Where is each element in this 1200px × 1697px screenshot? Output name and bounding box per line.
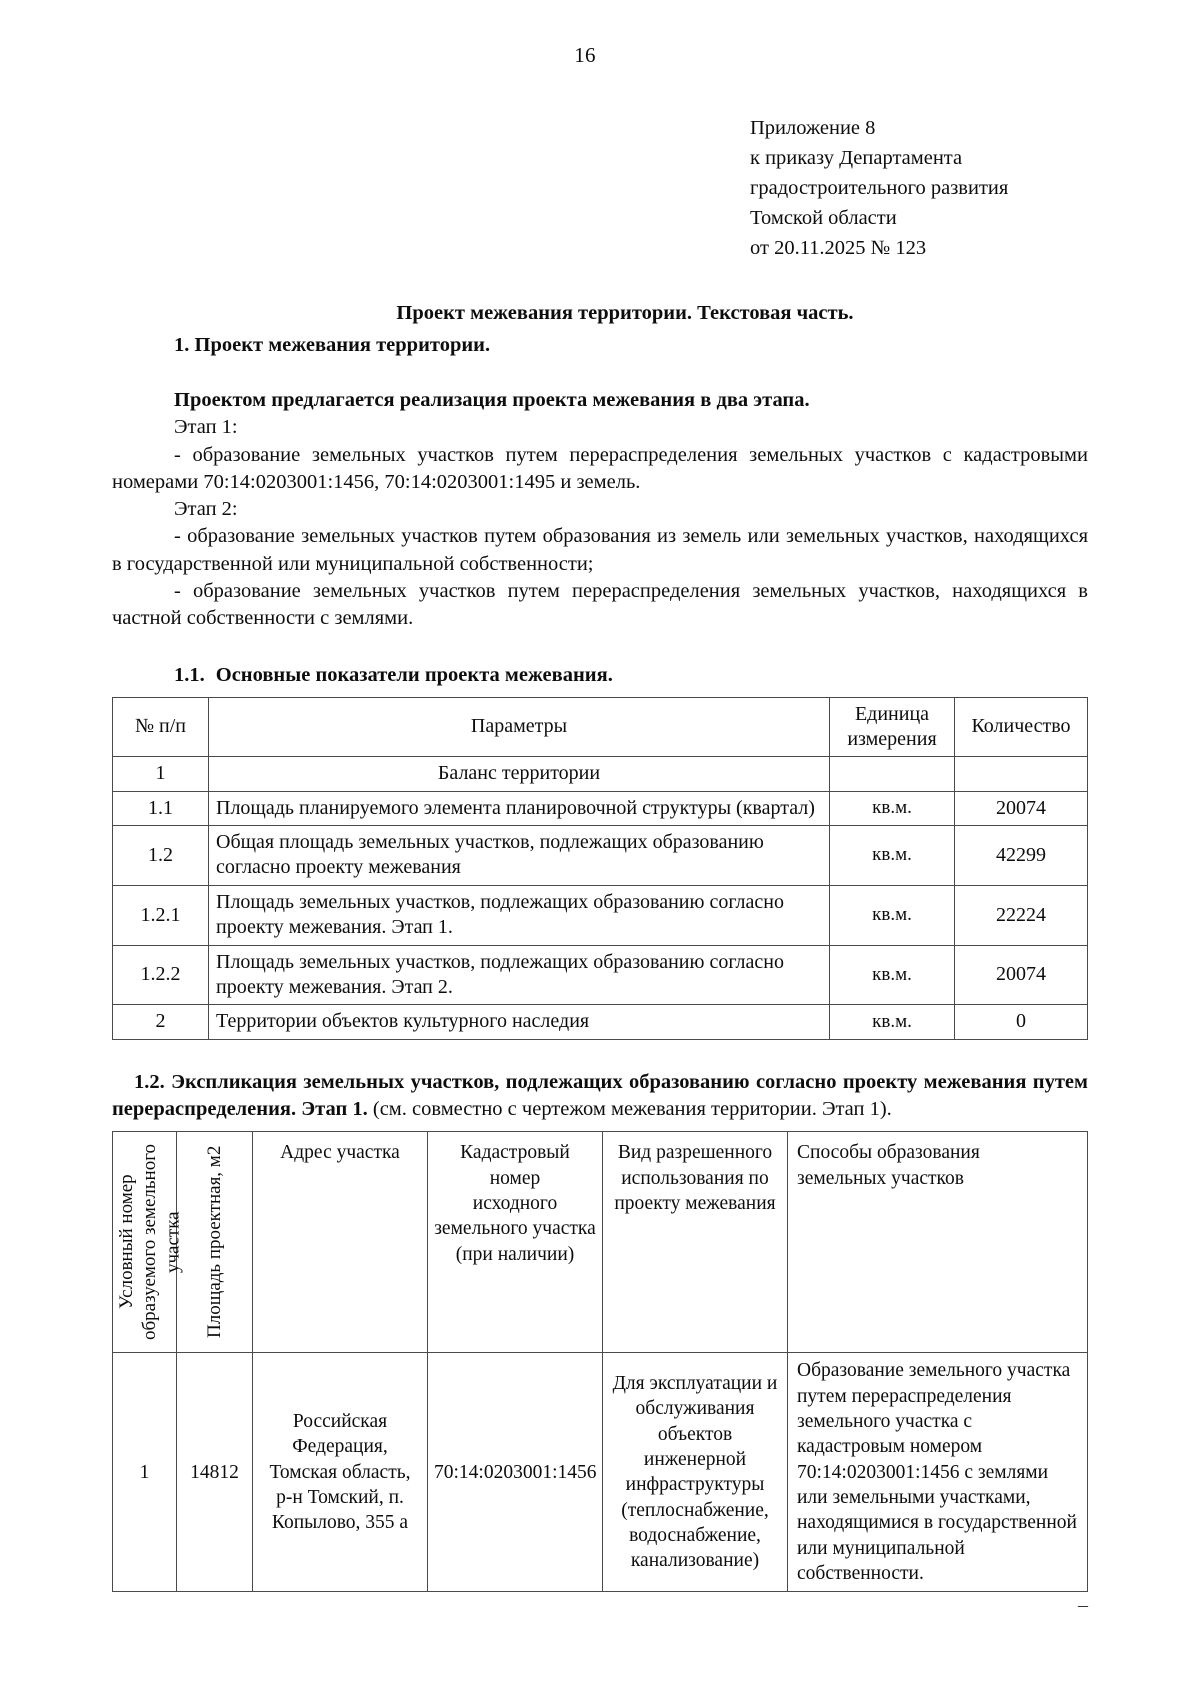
page-number: 16 xyxy=(574,43,596,67)
main-indicators-table xyxy=(112,697,1088,1040)
row-no: 1.1 xyxy=(113,791,209,825)
subsection-1-1-title: Основные показатели проекта межевания. xyxy=(215,664,613,687)
footer-mark: – xyxy=(1078,1594,1088,1617)
column-header-project-area xyxy=(177,1132,253,1353)
table-row xyxy=(113,791,1088,825)
appendix-line-1: Приложение 8 xyxy=(750,116,876,139)
column-header-permitted-use-line3: проекту межевания xyxy=(614,1193,776,1215)
column-header-address: Адрес участка xyxy=(253,1132,428,1353)
section-1-title: 1. Проект межевания территории. xyxy=(174,333,491,356)
table-row xyxy=(113,757,1088,791)
explication-data-row xyxy=(113,1353,1088,1592)
column-header-cadastral-line2: исходного xyxy=(472,1193,558,1215)
plot-cadastral-number: 70:14:0203001:1456 xyxy=(428,1353,603,1592)
row-unit: кв.м. xyxy=(830,945,955,1005)
row-no: 2 xyxy=(113,1005,209,1039)
column-header-formation-line1: Способы образования xyxy=(797,1142,980,1164)
row-quantity xyxy=(955,757,1088,791)
document-title: Проект межевания территории. Текстовая часть. xyxy=(396,301,854,324)
column-header-quantity: Количество xyxy=(955,697,1088,757)
plot-permitted-use: Для эксплуатации и обслуживания объектов инженерной инфраструктуры (теплоснабжение, водоснабжение, канализование) xyxy=(603,1353,788,1592)
column-header-parameters: Параметры xyxy=(209,697,830,757)
row-no: 1.2 xyxy=(113,826,209,886)
column-header-permitted-use-line1: Вид разрешенного xyxy=(617,1142,773,1164)
stage-1-label: Этап 1: xyxy=(174,416,238,439)
explication-header-row xyxy=(113,1132,1088,1353)
row-parameter: Площадь земельных участков, подлежащих образованию согласно проекту межевания. Этап 2. xyxy=(209,945,830,1005)
column-header-permitted-use-line2: использования по xyxy=(621,1167,769,1189)
appendix-line-4: Томской области xyxy=(750,206,897,229)
plot-area: 14812 xyxy=(177,1353,253,1592)
column-header-formation-method xyxy=(788,1132,1088,1353)
appendix-reference-block xyxy=(750,114,1088,264)
explication-table xyxy=(112,1131,1088,1592)
row-quantity: 0 xyxy=(955,1005,1088,1039)
appendix-line-3: градостроительного развития xyxy=(750,176,1009,199)
plot-address: Российская Федерация, Томская область, р-н Томский, п. Копылово, 355 а xyxy=(253,1353,428,1592)
row-parameter: Территории объектов культурного наследия xyxy=(209,1005,830,1039)
table-row xyxy=(113,885,1088,945)
row-no: 1 xyxy=(113,757,209,791)
row-parameter: Общая площадь земельных участков, подлежащих образованию согласно проекту межевания xyxy=(209,826,830,886)
table-row xyxy=(113,945,1088,1005)
subsection-1-2-heading-note: (см. совместно с чертежом межевания территории. Этап 1). xyxy=(372,1098,892,1121)
stage-1-text: - образование земельных участков путем перераспределения земельных участков с кадастровыми номерами 70:14:0203001:1456, 70:14:0203001:1495 и земель. xyxy=(112,443,1088,493)
appendix-line-2: к приказу Департамента xyxy=(750,146,963,169)
subsection-1-2-heading xyxy=(112,1069,1088,1124)
column-header-unit xyxy=(830,697,955,757)
table-row xyxy=(113,826,1088,886)
row-parameter: Площадь планируемого элемента планировочной структуры (квартал) xyxy=(209,791,830,825)
lead-statement: Проектом предлагается реализация проекта межевания в два этапа. xyxy=(174,389,810,412)
row-unit: кв.м. xyxy=(830,1005,955,1039)
stage-2-text-1: - образование земельных участков путем образования из земель или земельных участков, находящихся в государственной или муниципальной собственности; xyxy=(112,525,1088,575)
plot-formation-method: Образование земельного участка путем перераспределения земельного участка с кадастровым номером 70:14:0203001:1456 с землями или земельными участками, находящимися в государственной или муниципальной собственности. xyxy=(788,1353,1088,1592)
subsection-1-2-heading-bold: 1.2. Экспликация земельных участков, подлежащих образованию согласно проекту межевания путем перераспределения. Этап 1. xyxy=(112,1070,1088,1121)
row-no: 1.2.1 xyxy=(113,885,209,945)
column-header-conditional-number xyxy=(113,1132,184,1353)
column-header-cadastral-line3: земельного участка xyxy=(434,1218,596,1240)
row-parameter: Площадь земельных участков, подлежащих образованию согласно проекту межевания. Этап 1. xyxy=(209,885,830,945)
row-unit: кв.м. xyxy=(830,885,955,945)
row-quantity: 42299 xyxy=(955,826,1088,886)
column-header-cadastral-line4: (при наличии) xyxy=(455,1243,575,1265)
column-header-permitted-use xyxy=(603,1132,788,1353)
appendix-line-5: от 20.11.2025 № 123 xyxy=(750,236,927,259)
row-quantity: 20074 xyxy=(955,791,1088,825)
plot-conditional-number: 1 xyxy=(113,1353,177,1592)
row-unit: кв.м. xyxy=(830,791,955,825)
column-header-cadastral-line1: Кадастровый номер xyxy=(460,1142,570,1189)
table-header-row xyxy=(113,697,1088,757)
column-header-no: № п/п xyxy=(113,697,209,757)
column-header-cadastral-number xyxy=(428,1132,603,1353)
subsection-1-1-number: 1.1. xyxy=(174,664,205,687)
column-header-conditional-number-text: Условный номер образуемого земельного участка xyxy=(116,1144,184,1341)
column-header-unit-line2: измерения xyxy=(847,727,937,750)
subsection-1-1-heading xyxy=(112,662,1088,689)
column-header-unit-line1: Единица xyxy=(854,702,930,725)
row-no: 1.2.2 xyxy=(113,945,209,1005)
row-unit xyxy=(830,757,955,791)
row-quantity: 22224 xyxy=(955,885,1088,945)
column-header-project-area-text: Площадь проектная, м2 xyxy=(203,1146,225,1339)
row-unit: кв.м. xyxy=(830,826,955,886)
stage-2-label: Этап 2: xyxy=(174,498,238,521)
row-quantity: 20074 xyxy=(955,945,1088,1005)
table-row xyxy=(113,1005,1088,1039)
column-header-formation-line2: земельных участков xyxy=(797,1167,964,1189)
row-parameter: Баланс территории xyxy=(209,757,830,791)
stage-2-text-2: - образование земельных участков путем перераспределения земельных участков, находящихся в частной собственности с землями. xyxy=(112,579,1088,630)
